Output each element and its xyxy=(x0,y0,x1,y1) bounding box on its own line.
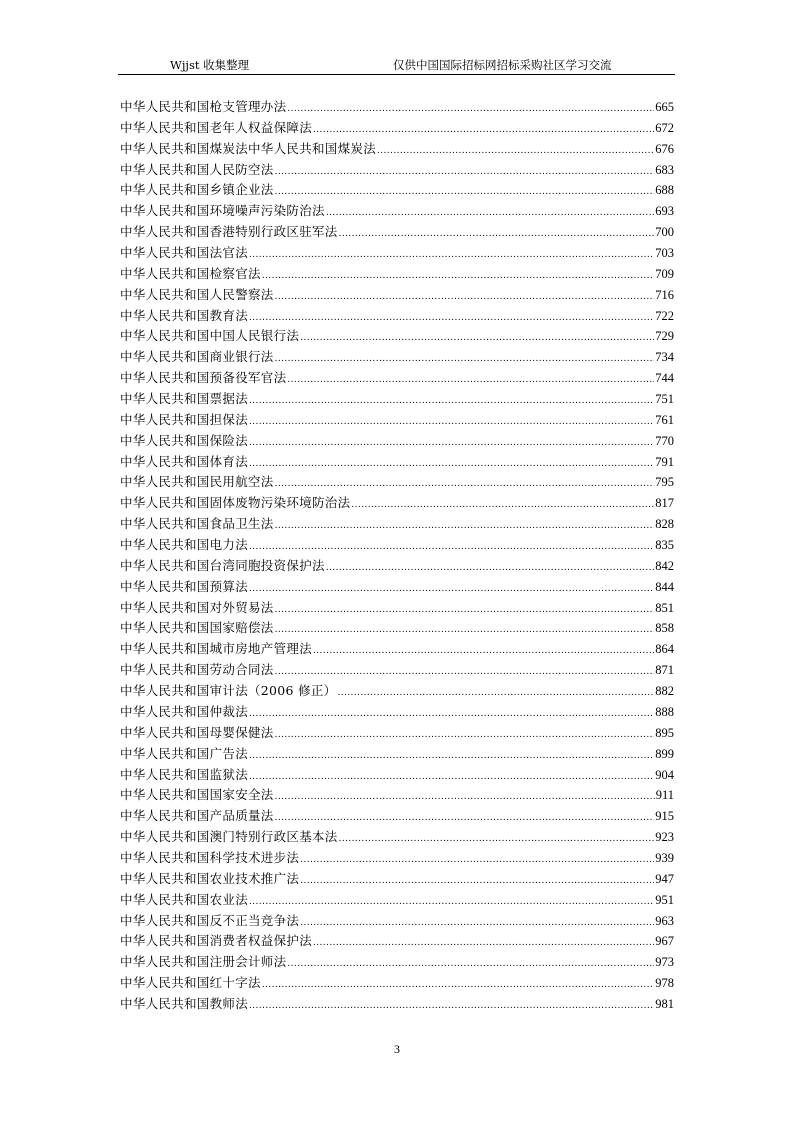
toc-entry-title: 中华人民共和国消费者权益保护法 xyxy=(120,933,313,949)
toc-entry-page: 744 xyxy=(655,371,674,386)
toc-entry-title: 中华人民共和国监狱法 xyxy=(120,766,249,782)
toc-entry-title: 中华人民共和国教育法 xyxy=(120,307,249,323)
toc-entry-page: 761 xyxy=(655,412,674,427)
toc-dot-leader xyxy=(275,808,655,829)
toc-entry-title: 中华人民共和国电力法 xyxy=(120,537,249,553)
toc-entry[interactable] xyxy=(120,681,674,702)
toc-dot-leader xyxy=(300,913,654,934)
toc-dot-leader xyxy=(287,954,654,975)
toc-entry-page: 978 xyxy=(655,976,674,991)
toc-dot-leader xyxy=(313,641,654,662)
toc-entry-page: 973 xyxy=(655,955,674,970)
toc-entry[interactable] xyxy=(120,723,674,744)
toc-entry[interactable] xyxy=(120,806,674,827)
toc-entry[interactable] xyxy=(120,931,674,952)
toc-entry-title: 中华人民共和国澳门特别行政区基本法 xyxy=(120,829,338,845)
toc-dot-leader xyxy=(262,266,654,287)
toc-entry-page: 947 xyxy=(655,871,674,886)
toc-entry-title: 中华人民共和国审计法（2006 修正） xyxy=(120,683,337,699)
toc-entry-title: 中华人民共和国票据法 xyxy=(120,391,249,407)
toc-entry-page: 700 xyxy=(655,225,674,240)
toc-entry[interactable] xyxy=(120,744,674,765)
toc-dot-leader xyxy=(249,308,654,329)
toc-entry-page: 939 xyxy=(655,850,674,865)
toc-entry-page: 923 xyxy=(655,830,674,845)
toc-entry-title: 中华人民共和国劳动合同法 xyxy=(120,662,274,678)
toc-entry[interactable] xyxy=(120,702,674,723)
page-number: 3 xyxy=(394,1042,400,1056)
toc-dot-leader xyxy=(275,662,655,683)
toc-dot-leader xyxy=(275,516,655,537)
toc-entry-page: 871 xyxy=(655,663,674,678)
toc-entry-title: 中华人民共和国老年人权益保障法 xyxy=(120,119,313,135)
toc-entry-title: 中华人民共和国反不正当竞争法 xyxy=(120,912,300,928)
toc-entry-title: 中华人民共和国红十字法 xyxy=(120,975,261,991)
toc-entry-page: 672 xyxy=(655,120,674,135)
toc-entry[interactable] xyxy=(120,347,674,368)
toc-entry[interactable] xyxy=(120,869,674,890)
toc-entry[interactable] xyxy=(120,306,674,327)
toc-entry-page: 888 xyxy=(655,704,674,719)
toc-entry[interactable] xyxy=(120,368,674,389)
toc-dot-leader xyxy=(275,725,655,746)
toc-entry[interactable] xyxy=(120,660,674,681)
toc-entry[interactable] xyxy=(120,285,674,306)
toc-entry-title: 中华人民共和国农业技术推广法 xyxy=(120,870,300,886)
toc-entry-title: 中华人民共和国乡镇企业法 xyxy=(120,182,274,198)
toc-entry[interactable] xyxy=(120,785,674,806)
toc-entry[interactable] xyxy=(120,118,674,139)
toc-entry-page: 951 xyxy=(655,892,674,907)
toc-dot-leader xyxy=(249,892,654,913)
toc-entry-page: 842 xyxy=(655,558,674,573)
toc-entry-title: 中华人民共和国科学技术进步法 xyxy=(120,849,300,865)
toc-dot-leader xyxy=(249,746,654,767)
toc-entry-page: 915 xyxy=(655,809,674,824)
toc-entry-page: 795 xyxy=(655,475,674,490)
toc-dot-leader xyxy=(249,454,654,475)
toc-entry[interactable] xyxy=(120,264,674,285)
toc-entry-title: 中华人民共和国广告法 xyxy=(120,745,249,761)
toc-dot-leader xyxy=(249,537,654,558)
toc-entry-page: 963 xyxy=(655,913,674,928)
toc-entry-title: 中华人民共和国环境噪声污染防治法 xyxy=(120,203,325,219)
toc-dot-leader xyxy=(249,579,654,600)
toc-entry[interactable] xyxy=(120,472,674,493)
toc-dot-leader xyxy=(275,600,655,621)
toc-entry[interactable] xyxy=(120,911,674,932)
toc-entry-page: 709 xyxy=(655,266,674,281)
toc-entry[interactable] xyxy=(120,577,674,598)
toc-entry-title: 中华人民共和国预备役军官法 xyxy=(120,370,287,386)
toc-entry-title: 中华人民共和国产品质量法 xyxy=(120,808,274,824)
toc-entry-page: 751 xyxy=(655,392,674,407)
toc-entry[interactable] xyxy=(120,765,674,786)
toc-entry-title: 中华人民共和国担保法 xyxy=(120,411,249,427)
toc-entry-title: 中华人民共和国仲裁法 xyxy=(120,703,249,719)
toc-dot-leader xyxy=(275,349,655,370)
toc-dot-leader xyxy=(275,474,655,495)
toc-entry-page: 851 xyxy=(655,600,674,615)
toc-entry[interactable] xyxy=(120,994,674,1015)
toc-dot-leader xyxy=(275,620,655,641)
toc-dot-leader xyxy=(249,391,654,412)
toc-entry-page: 770 xyxy=(655,433,674,448)
toc-entry-title: 中华人民共和国台湾同胞投资保护法 xyxy=(120,557,325,573)
toc-entry-title: 中华人民共和国注册会计师法 xyxy=(120,954,287,970)
toc-entry-title: 中华人民共和国预算法 xyxy=(120,578,249,594)
toc-entry[interactable] xyxy=(120,598,674,619)
toc-entry-page: 665 xyxy=(655,100,674,114)
toc-entry[interactable] xyxy=(120,139,674,160)
toc-entry[interactable] xyxy=(120,514,674,535)
toc-dot-leader xyxy=(249,704,654,725)
toc-dot-leader xyxy=(249,433,654,454)
toc-entry-page: 967 xyxy=(655,934,674,949)
toc-dot-leader xyxy=(339,224,655,245)
toc-entry[interactable] xyxy=(120,222,674,243)
toc-dot-leader xyxy=(249,412,654,433)
toc-entry-page: 858 xyxy=(655,621,674,636)
toc-entry[interactable] xyxy=(120,452,674,473)
toc-entry[interactable] xyxy=(120,160,674,181)
toc-dot-leader xyxy=(287,370,654,391)
toc-dot-leader xyxy=(249,996,654,1017)
toc-entry[interactable] xyxy=(120,556,674,577)
toc-entry-title: 中华人民共和国中国人民银行法 xyxy=(120,328,300,344)
toc-entry[interactable] xyxy=(120,243,674,264)
toc-entry[interactable] xyxy=(120,639,674,660)
toc-entry[interactable] xyxy=(120,326,674,347)
toc-entry[interactable] xyxy=(120,389,674,410)
toc-entry-page: 835 xyxy=(655,538,674,553)
toc-dot-leader xyxy=(275,287,655,308)
toc-dot-leader xyxy=(326,558,654,579)
toc-dot-leader xyxy=(300,850,654,871)
toc-entry-page: 817 xyxy=(655,496,674,511)
toc-dot-leader xyxy=(287,99,654,120)
toc-entry[interactable] xyxy=(120,180,674,201)
toc-entry[interactable] xyxy=(120,97,674,118)
toc-entry-page: 911 xyxy=(655,788,674,803)
toc-entry[interactable] xyxy=(120,493,674,514)
page-header xyxy=(118,56,675,75)
toc-entry-page: 722 xyxy=(655,308,674,323)
toc-entry-title: 中华人民共和国人民警察法 xyxy=(120,286,274,302)
header-collector-note: Wjjst 收集整理 xyxy=(170,58,250,72)
toc-dot-leader xyxy=(313,120,654,141)
toc-entry-title: 中华人民共和国煤炭法中华人民共和国煤炭法 xyxy=(120,140,377,156)
toc-entry-title: 中华人民共和国固体废物污染环境防治法 xyxy=(120,495,351,511)
toc-entry-page: 882 xyxy=(655,684,674,699)
toc-entry-title: 中华人民共和国教师法 xyxy=(120,995,249,1011)
toc-entry-page: 844 xyxy=(655,579,674,594)
toc-entry-title: 中华人民共和国枪支管理办法 xyxy=(120,99,287,114)
toc-entry-title: 中华人民共和国民用航空法 xyxy=(120,474,274,490)
toc-entry[interactable] xyxy=(120,535,674,556)
toc-dot-leader xyxy=(326,203,654,224)
toc-dot-leader xyxy=(338,683,655,704)
toc-entry[interactable] xyxy=(120,848,674,869)
toc-entry-title: 中华人民共和国国家安全法 xyxy=(120,787,274,803)
toc-entry-page: 864 xyxy=(655,642,674,657)
toc-entry-title: 中华人民共和国商业银行法 xyxy=(120,349,274,365)
toc-entry-page: 981 xyxy=(655,996,674,1011)
toc-entry-page: 904 xyxy=(655,767,674,782)
toc-entry[interactable] xyxy=(120,431,674,452)
toc-dot-leader xyxy=(313,933,654,954)
toc-dot-leader xyxy=(275,787,655,808)
toc-dot-leader xyxy=(377,141,654,162)
toc-entry-title: 中华人民共和国对外贸易法 xyxy=(120,599,274,615)
toc-entry-title: 中华人民共和国法官法 xyxy=(120,245,249,261)
toc-dot-leader xyxy=(339,829,655,850)
toc-entry-title: 中华人民共和国保险法 xyxy=(120,432,249,448)
toc-entry[interactable] xyxy=(120,952,674,973)
toc-dot-leader xyxy=(249,767,654,788)
toc-entry-page: 791 xyxy=(655,454,674,469)
toc-dot-leader xyxy=(300,328,654,349)
toc-entry-title: 中华人民共和国国家赔偿法 xyxy=(120,620,274,636)
toc-entry-page: 688 xyxy=(655,183,674,198)
toc-entry-title: 中华人民共和国食品卫生法 xyxy=(120,516,274,532)
table-of-contents xyxy=(120,97,674,1015)
toc-entry-page: 676 xyxy=(655,141,674,156)
toc-entry-title: 中华人民共和国农业法 xyxy=(120,891,249,907)
toc-entry-page: 734 xyxy=(655,350,674,365)
toc-dot-leader xyxy=(275,182,655,203)
toc-entry-title: 中华人民共和国母婴保健法 xyxy=(120,724,274,740)
toc-entry-page: 716 xyxy=(655,287,674,302)
toc-entry-title: 中华人民共和国人民防空法 xyxy=(120,161,274,177)
toc-dot-leader xyxy=(300,871,654,892)
toc-dot-leader xyxy=(262,975,654,996)
toc-entry[interactable] xyxy=(120,618,674,639)
toc-dot-leader xyxy=(351,495,654,516)
toc-entry[interactable] xyxy=(120,973,674,994)
toc-dot-leader xyxy=(249,245,654,266)
toc-entry-page: 729 xyxy=(655,329,674,344)
toc-entry-title: 中华人民共和国香港特别行政区驻军法 xyxy=(120,224,338,240)
toc-entry[interactable] xyxy=(120,201,674,222)
header-usage-note: 仅供中国国际招标网招标采购社区学习交流 xyxy=(393,58,612,72)
toc-entry-title: 中华人民共和国体育法 xyxy=(120,453,249,469)
toc-entry-title: 中华人民共和国检察官法 xyxy=(120,265,261,281)
toc-entry-title: 中华人民共和国城市房地产管理法 xyxy=(120,641,313,657)
toc-entry-page: 683 xyxy=(655,162,674,177)
toc-entry[interactable] xyxy=(120,410,674,431)
toc-entry-page: 899 xyxy=(655,746,674,761)
toc-entry-page: 828 xyxy=(655,517,674,532)
toc-entry-page: 703 xyxy=(655,246,674,261)
toc-entry[interactable] xyxy=(120,827,674,848)
toc-entry[interactable] xyxy=(120,890,674,911)
toc-entry-page: 693 xyxy=(655,204,674,219)
toc-entry-page: 895 xyxy=(655,725,674,740)
toc-dot-leader xyxy=(275,162,655,183)
